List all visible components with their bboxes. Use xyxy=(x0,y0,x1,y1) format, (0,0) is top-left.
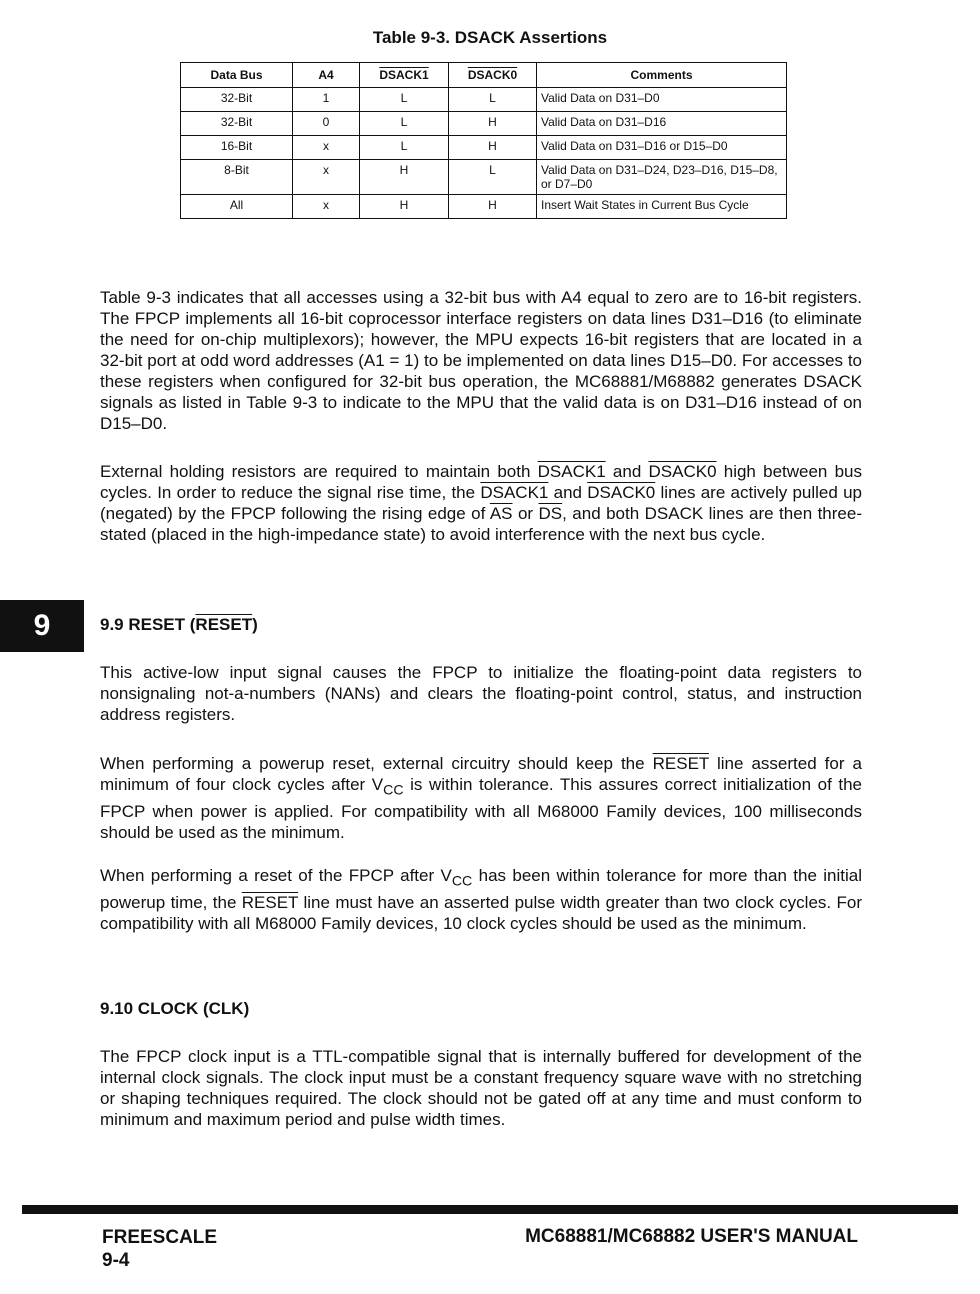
cell-a4: 0 xyxy=(293,112,360,136)
signal-dsack0: DSACK0 xyxy=(648,462,717,481)
footer-brand: FREESCALE xyxy=(102,1227,218,1248)
paragraph-reset-after-powerup: When performing a reset of the FPCP after $V_{CC}$ has been within tolerance for more than the initial powerup time, the RESET line must have an asserted pulse width greater than two clock cycles. For compatibility with all M68000 Family devices, 10 clock cycles should be used as the minimum. xyxy=(100,866,862,934)
table-row xyxy=(181,88,787,112)
cell-dsack0: L xyxy=(449,88,537,112)
cell-data-bus: 32-Bit xyxy=(181,88,293,112)
header-comments: Comments xyxy=(537,63,787,88)
table-title: Table 9-3. DSACK Assertions xyxy=(372,28,608,47)
cell-comments: Valid Data on D31–D0 xyxy=(537,88,787,112)
cell-data-bus: 32-Bit xyxy=(181,112,293,136)
cell-dsack1: H xyxy=(360,195,449,219)
cell-dsack0: H xyxy=(449,112,537,136)
cell-comments: Insert Wait States in Current Bus Cycle xyxy=(537,195,787,219)
cell-dsack1: H xyxy=(360,160,449,195)
header-dsack1: DSACK1 xyxy=(360,63,449,88)
table-row xyxy=(181,136,787,160)
signal-as: $\overline{AS}$ xyxy=(489,504,513,523)
cell-data-bus: 8-Bit xyxy=(181,160,293,195)
cell-data-bus: 16-Bit xyxy=(181,136,293,160)
table-header-row xyxy=(181,63,787,88)
cell-a4: 1 xyxy=(293,88,360,112)
paragraph-clock-description: The FPCP clock input is a TTL-compatible signal that is internally buffered for development of the internal clock signals. The clock input must be a constant frequency square wave with no stretching or shaping techniques required. The clock should not be gated off at any time and must conform to minimum and maximum period and pulse width times. xyxy=(100,1047,862,1129)
paragraph-holding-resistors: External holding resistors are required to maintain both DSACK1 and DSACK0 high between bus cycles. In order to reduce the signal rise time, the DSACK1 and DSACK0 lines are actively pulled up (negated) by the FPCP following the rising edge of $\overline{AS}$ or $\overline{DS}$, and both DSACK lines are then three-stated (placed in the high-impedance state) to avoid interference with the next bus cycle. xyxy=(100,462,863,544)
paragraph-powerup-reset: When performing a powerup reset, external circuitry should keep the RESET line asserted for a minimum of four clock cycles after $V_{CC}$ is within tolerance. This assures correct initialization of the FPCP when power is applied. For compatibility with all M68000 Family devices, 100 milliseconds should be used as the minimum. xyxy=(100,754,862,843)
signal-dsack1: DSACK1 xyxy=(480,483,549,502)
signal-reset: RESET xyxy=(241,893,299,913)
section-tab-marker: 9 xyxy=(0,600,84,652)
paragraph-reset-description: This active-low input signal causes the FPCP to initialize the floating-point data registers to nonsignaling not-a-numbers (NANs) and clears the floating-point control, status, and instruction address registers. xyxy=(100,663,862,724)
cell-dsack1: L xyxy=(360,136,449,160)
cell-a4: x xyxy=(293,195,360,219)
header-data-bus: Data Bus xyxy=(181,63,293,88)
cell-comments: Valid Data on D31–D16 or D15–D0 xyxy=(537,136,787,160)
cell-comments: Valid Data on D31–D24, D23–D16, D15–D8, or D7–D0 xyxy=(537,160,787,195)
header-dsack0: DSACK0 xyxy=(449,63,537,88)
table-row xyxy=(181,195,787,219)
paragraph-table-explanation: Table 9-3 indicates that all accesses using a 32-bit bus with A4 equal to zero are to 16-bit registers. The FPCP implements all 16-bit coprocessor interface registers on data lines D31–D16 (to eliminate the need for on-chip multiplexors); however, the MPU expects 16-bit registers that are located in a 32-bit port at odd word addresses (A1 = 1) to be implemented on data lines D15–D0. For accesses to these registers when configured for 32-bit bus operation, the MC68881/M68882 generates DSACK signals as listed in Table 9-3 to indicate to the MPU that the valid data is on D31–D16 instead of on D15–D0. xyxy=(100,288,862,433)
clock-heading: 9.10 CLOCK (CLK) xyxy=(100,999,250,1018)
header-a4: A4 xyxy=(293,63,360,88)
signal-dsack1: DSACK1 xyxy=(537,462,606,481)
table-row xyxy=(181,160,787,195)
reset-heading: 9.9 RESET (RESET) xyxy=(100,615,258,634)
footer-manual-title: MC68881/MC68882 USER'S MANUAL xyxy=(525,1226,858,1247)
cell-dsack0: H xyxy=(449,136,537,160)
signal-ds: $\overline{DS}$ xyxy=(538,504,563,523)
cell-dsack0: H xyxy=(449,195,537,219)
cell-dsack1: L xyxy=(360,88,449,112)
signal-reset: RESET xyxy=(195,615,253,634)
cell-data-bus: All xyxy=(181,195,293,219)
cell-dsack0: L xyxy=(449,160,537,195)
cell-dsack1: L xyxy=(360,112,449,136)
dsack-table xyxy=(180,62,787,219)
footer-left xyxy=(102,1226,217,1272)
cell-a4: x xyxy=(293,136,360,160)
footer-rule xyxy=(22,1205,958,1214)
cell-a4: x xyxy=(293,160,360,195)
cell-comments: Valid Data on D31–D16 xyxy=(537,112,787,136)
footer-page-number: 9-4 xyxy=(102,1250,130,1271)
signal-dsack0: DSACK0 xyxy=(587,483,656,502)
table-row xyxy=(181,112,787,136)
signal-reset: RESET xyxy=(652,754,709,773)
